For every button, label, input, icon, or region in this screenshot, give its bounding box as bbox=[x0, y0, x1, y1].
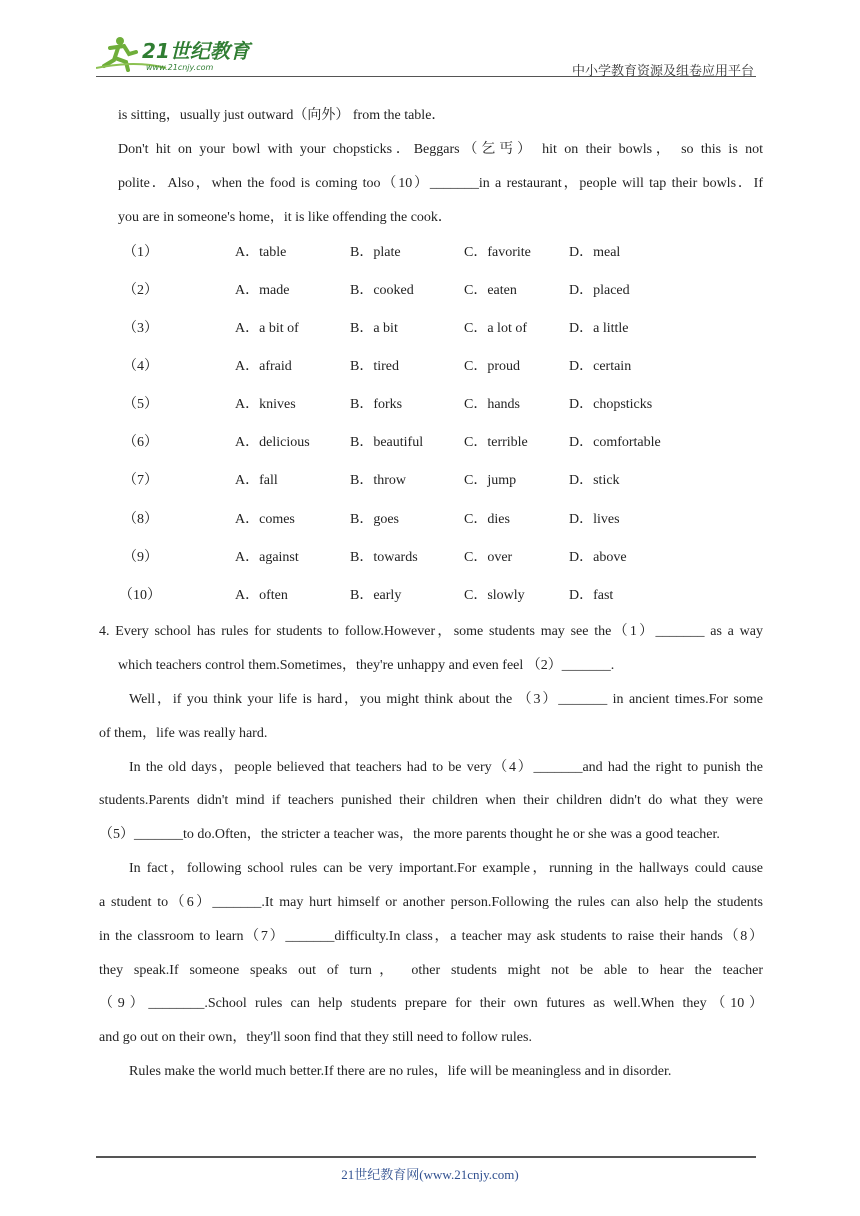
option-b: B．a bit bbox=[350, 321, 398, 336]
q4-line-13: and go out on their own，they'll soon find that they still need to follow rules. bbox=[99, 1030, 532, 1045]
q4-line-14: Rules make the world much better.If there are no rules，life will be meaningless and in disorder. bbox=[129, 1064, 672, 1079]
option-d: D．comfortable bbox=[569, 435, 661, 450]
q4-line-10: in the classroom to learn（7）_______difficulty.In class，a teacher may ask students to raise their hands（8） bbox=[99, 929, 763, 944]
option-number: （10） bbox=[119, 588, 161, 603]
q3-line-3: polite．Also，when the food is coming too（10）_______in a restaurant，people will tap their bowls．If bbox=[118, 176, 763, 191]
option-c: C．jump bbox=[464, 473, 517, 488]
option-b: B．forks bbox=[350, 397, 403, 412]
logo-url: www.21cnjy.com bbox=[146, 63, 214, 72]
option-c: C．a lot of bbox=[464, 321, 527, 336]
option-c: C．hands bbox=[464, 397, 520, 412]
option-d: D．placed bbox=[569, 283, 630, 298]
q4-line-7: （5）_______to do.Often，the stricter a teacher was，the more parents thought he or she was a good teacher. bbox=[99, 827, 720, 842]
option-d: D．lives bbox=[569, 512, 620, 527]
option-a: A．fall bbox=[235, 473, 278, 488]
option-a: A．comes bbox=[235, 512, 295, 527]
q4-line-2: which teachers control them.Sometimes，they're unhappy and even feel （2）_______. bbox=[118, 658, 615, 673]
option-c: C．slowly bbox=[464, 588, 525, 603]
q4-line-9: a student to（6）_______.It may hurt himself or another person.Following the rules can also help the students bbox=[99, 895, 763, 910]
option-b: B．plate bbox=[350, 245, 401, 260]
option-c: C．over bbox=[464, 550, 513, 565]
option-number: （1） bbox=[123, 245, 158, 260]
option-a: A．often bbox=[235, 588, 288, 603]
option-b: B．throw bbox=[350, 473, 406, 488]
footer-text: 21世纪教育网(www.21cnjy.com) bbox=[341, 1167, 519, 1182]
logo-title: 21世纪教育 bbox=[142, 39, 250, 63]
q4-line-3: Well，if you think your life is hard，you might think about the （3）_______ in ancient times.For some bbox=[129, 692, 763, 707]
option-number: （6） bbox=[123, 435, 158, 450]
option-a: A．delicious bbox=[235, 435, 310, 450]
option-c: C．favorite bbox=[464, 245, 531, 260]
q4-line-1: 4. Every school has rules for students to follow.However，some students may see the（1）_______ as a way bbox=[99, 624, 763, 639]
option-b: B．early bbox=[350, 588, 402, 603]
logo bbox=[96, 34, 261, 74]
option-b: B．towards bbox=[350, 550, 418, 565]
header-divider bbox=[96, 76, 756, 77]
option-number: （5） bbox=[123, 397, 158, 412]
option-number: （2） bbox=[123, 283, 158, 298]
q3-line-2: Don't hit on your bowl with your chopsticks．Beggars（乞丐） hit on their bowls， so this is not bbox=[118, 142, 763, 157]
option-a: A．knives bbox=[235, 397, 296, 412]
option-a: A．made bbox=[235, 283, 290, 298]
q4-line-8: In fact，following school rules can be very important.For example，running in the hallways could cause bbox=[129, 861, 763, 876]
option-a: A．table bbox=[235, 245, 287, 260]
option-b: B．tired bbox=[350, 359, 399, 374]
option-d: D．a little bbox=[569, 321, 629, 336]
option-c: C．eaten bbox=[464, 283, 517, 298]
option-c: C．dies bbox=[464, 512, 510, 527]
q4-line-12: （9）________.School rules can help students prepare for their own futures as well.When they（10） bbox=[99, 996, 763, 1011]
page-header bbox=[96, 30, 756, 78]
option-d: D．chopsticks bbox=[569, 397, 653, 412]
q4-line-11: they speak.If someone speaks out of turn， other students might not be able to hear the teacher bbox=[99, 963, 763, 978]
option-number: （4） bbox=[123, 359, 158, 374]
option-b: B．beautiful bbox=[350, 435, 424, 450]
option-d: D．fast bbox=[569, 588, 614, 603]
option-number: （7） bbox=[123, 473, 158, 488]
footer-divider bbox=[96, 1156, 756, 1158]
option-a: A．afraid bbox=[235, 359, 292, 374]
q4-line-5: In the old days，people believed that teachers had to be very（4）_______and had the right to punish the bbox=[129, 760, 763, 775]
option-number: （8） bbox=[123, 512, 158, 527]
q3-line-4: you are in someone's home，it is like offending the cook． bbox=[118, 210, 452, 225]
option-a: A．against bbox=[235, 550, 299, 565]
option-c: C．terrible bbox=[464, 435, 528, 450]
q4-line-4: of them，life was really hard. bbox=[99, 726, 268, 741]
option-b: B．cooked bbox=[350, 283, 414, 298]
option-c: C．proud bbox=[464, 359, 520, 374]
option-number: （9） bbox=[123, 550, 158, 565]
option-d: D．meal bbox=[569, 245, 621, 260]
option-b: B．goes bbox=[350, 512, 399, 527]
q4-line-6: students.Parents didn't mind if teachers punished their children when their children didn't do what they were bbox=[99, 793, 763, 808]
platform-name: 中小学教育资源及组卷应用平台 bbox=[571, 63, 754, 78]
option-d: D．stick bbox=[569, 473, 620, 488]
option-d: D．above bbox=[569, 550, 627, 565]
option-number: （3） bbox=[123, 321, 158, 336]
option-a: A．a bit of bbox=[235, 321, 299, 336]
option-d: D．certain bbox=[569, 359, 632, 374]
q3-line-1: is sitting，usually just outward（向外） from the table． bbox=[118, 108, 446, 123]
